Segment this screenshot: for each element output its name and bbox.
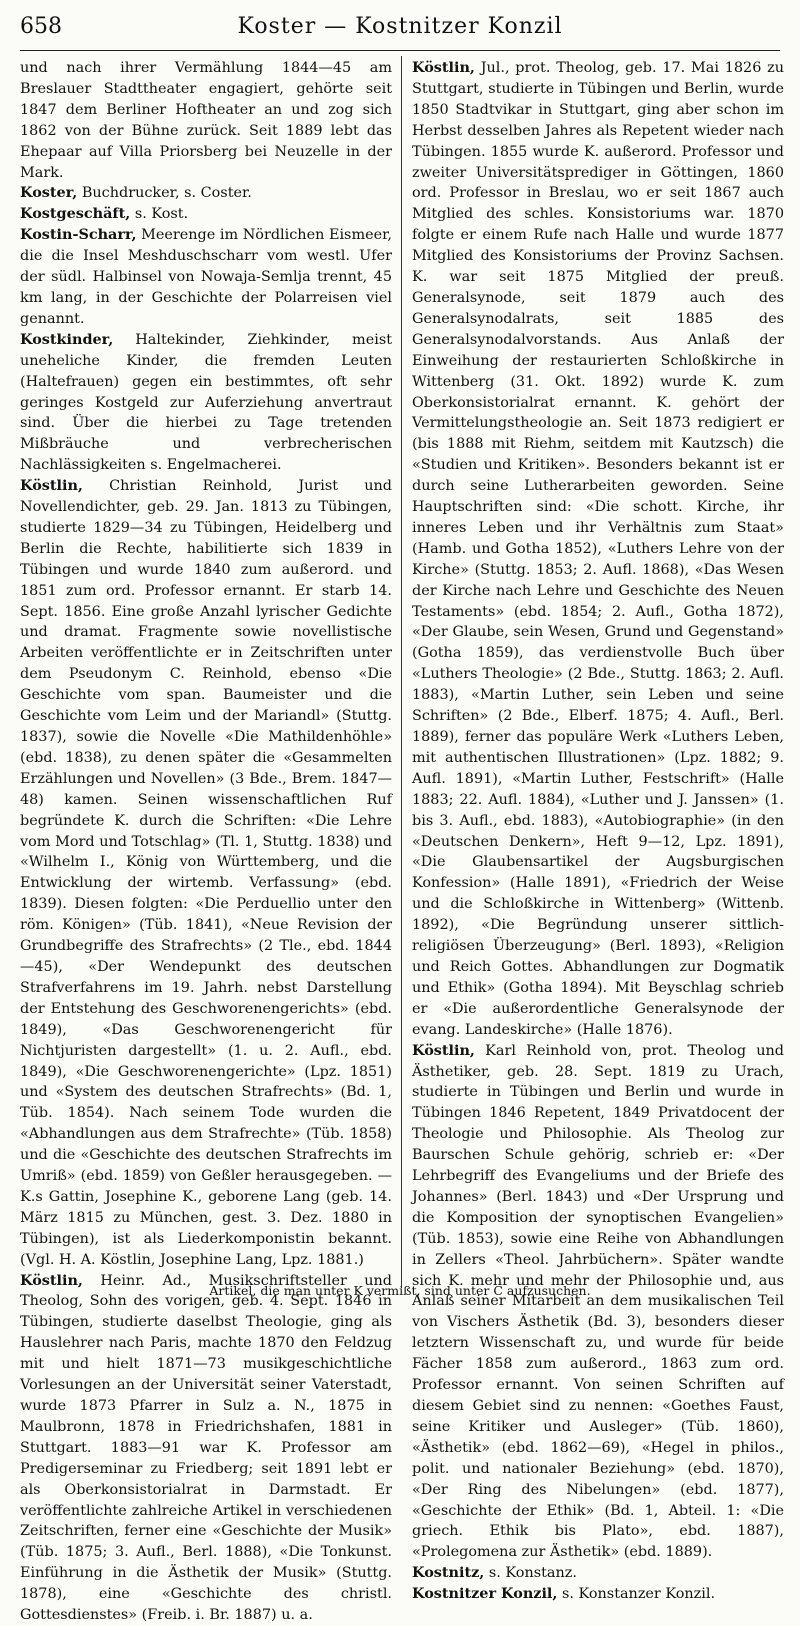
page-header — [20, 12, 780, 46]
page-footer-note: Artikel, die man unter K vermißt, sind unter C aufzusuchen. — [209, 1283, 591, 1298]
running-title: Koster — Kostnitzer Konzil — [237, 14, 563, 39]
entry-headword: Kostin-Scharr, — [20, 226, 137, 244]
entry-text: Haltekinder, Ziehkinder, meist uneheliche Kinder, die fremden Leuten (Haltefrauen) gegen ein bestimmtes, oft sehr geringes Kostgeld zur Auferziehung anvertraut sind. Über die hierbei zu Tage tretenden Mißbräuche und verbrecherischen Nachlässigkeiten s. Engelmacherei. — [20, 331, 392, 474]
left-column — [20, 58, 392, 1626]
entry-kostkinder — [20, 330, 392, 476]
entry-text: und nach ihrer Vermählung 1844—45 am Breslauer Stadttheater engagiert, gehörte seit 1847 dem Berliner Hoftheater an und zog sich 1862 von der Bühne zurück. Seit 1889 lebt das Ehepaar auf Villa Priorsberg bei Neuzelle in der Mark. — [20, 60, 392, 181]
entry-headword: Kostnitzer Konzil, — [412, 1585, 558, 1603]
entry-text: Karl Reinhold von, prot. Theolog und Ästhetiker, geb. 28. Sept. 1819 zu Urach, studierte in Tübingen und Berlin und wurde in Tübingen 1846 Repetent, 1849 Privatdocent der Theologie und Philosophie. Als Theolog zur Baurschen Schule gehörig, schrieb er: «Der Lehrbegriff des Evangeliums und der Briefe des Johannes» (Berl. 1843) und «Der Ursprung und die Komposition der synoptischen Evangelien» (Tüb. 1853), sowie eine Reihe von Abhandlungen in Zellers «Theol. Jahrbüchern». Später wandte sich K. mehr und mehr der Philosophie und, aus Anlaß seiner Mitarbeit an dem musikalischen Teil von Vischers Ästhetik (Bd. 3), besonders dieser letztern Wissenschaft zu, und wurde für beide Fächer 1858 zum außerord., 1863 zum ord. Professor ernannt. Von seinen Schriften auf diesem Gebiet sind zu nennen: «Goethes Faust, seine Kritiker und Ausleger» (Tüb. 1860), «Ästhetik» (ebd. 1862—69), «Hegel in philos., polit. und nationaler Beziehung» (ebd. 1870), «Der Ring des Nibelungen» (ebd. 1877), «Geschichte der Ethik» (Bd. 1, Abteil. 1: «Die griech. Ethik bis Plato», ebd. 1887), «Prolegomena zur Ästhetik» (ebd. 1889). — [412, 1042, 784, 1561]
entry-text: s. Konstanz. — [484, 1565, 577, 1582]
entry-kostnitz — [412, 1563, 784, 1584]
entry-koestlin-christian — [20, 476, 392, 1270]
entry-koster — [20, 183, 392, 204]
entry-continuation — [20, 58, 392, 183]
header-rule — [20, 50, 780, 51]
entry-headword: Köstlin, — [412, 1041, 475, 1059]
entry-text: Meerenge im Nördlichen Eismeer, die die Insel Meshduschscharr vom westl. Ufer der südl. Halbinsel von Nowaja-Semlja trennt, 45 km lang, in der Geschichte der Polarreisen viel genannt. — [20, 227, 392, 327]
entry-kostgeschaeft — [20, 204, 392, 225]
entry-headword: Köstlin, — [412, 59, 475, 76]
entry-headword: Kostkinder, — [20, 330, 114, 348]
entry-headword: Koster, — [20, 184, 78, 202]
entry-koestlin-julius — [412, 58, 784, 1041]
entry-text: s. Kost. — [130, 206, 189, 223]
entry-headword: Kostgeschäft, — [20, 205, 131, 223]
entry-koestlin-karl — [412, 1041, 784, 1564]
right-column — [412, 58, 784, 1605]
entry-koestlin-heinrich — [20, 1271, 392, 1626]
entry-text: s. Konstanzer Konzil. — [557, 1586, 716, 1603]
entry-headword: Köstlin, — [20, 477, 83, 495]
entry-text: Heinr. Ad., Musikschriftsteller und Theolog, Sohn des vorigen, geb. 4. Sept. 1846 in Tübingen, studierte daselbst Theologie, ging als Hauslehrer nach Paris, machte 1870 den Feldzug mit und hielt 1871—73 musikgeschichtliche Vorlesungen an der Universität seiner Vaterstadt, wurde 1873 Pfarrer in Sulz a. N., 1875 in Maulbronn, 1878 in Friedrichshafen, 1881 in Stuttgart. 1883—91 war K. Professor am Predigerseminar zu Friedberg; seit 1891 lebt er als Oberkonsistorialrat in Darmstadt. Er veröffentlichte zahlreiche Artikel in verschiedenen Zeitschriften, ferner eine «Geschichte der Musik» (Tüb. 1875; 3. Aufl., Berl. 1888), «Die Tonkunst. Einführung in die Ästhetik der Musik» (Stuttg. 1878), eine «Geschichte des christl. Gottesdienstes» (Freib. i. Br. 1887) u. a. — [20, 1272, 392, 1624]
entry-text: Jul., prot. Theolog, geb. 17. Mai 1826 zu Stuttgart, studierte in Tübingen und Berlin, wurde 1850 Stadtvikar in Stuttgart, ging aber schon im Herbst desselben Jahres als Repetent wieder nach Tübingen. 1855 wurde K. außerord. Professor und zweiter Universitätsprediger in Göttingen, 1860 ord. Professor in Breslau, wo er seit 1867 auch Mitglied des schles. Konsistoriums war. 1870 folgte er einem Rufe nach Halle und wurde 1877 Mitglied des Konsistoriums der Provinz Sachsen. K. war seit 1875 Mitglied der preuß. Generalsynode, seit 1879 auch des Generalsynodalrats, seit 1885 des Generalsynodalvorstands. Aus Anlaß der Einweihung der restaurierten Schloßkirche in Wittenberg (31. Okt. 1892) wurde K. zum Oberkonsistorialrat ernannt. K. gehört der Vermittelungstheologie an. Seit 1873 redigiert er (bis 1888 mit Riehm, seitdem mit Kautzsch) die «Studien und Kritiken». Besonders bekannt ist er durch seine Lutherarbeiten geworden. Seine Hauptschriften sind: «Die schott. Kirche, ihr inneres Leben und ihr Verhältnis zum Staat» (Hamb. und Gotha 1852), «Luthers Lehre von der Kirche» (Stuttg. 1853; 2. Aufl. 1868), «Das Wesen der Kirche nach Lehre und Geschichte des Neuen Testaments» (ebd. 1854; 2. Aufl., Gotha 1872), «Der Glaube, sein Wesen, Grund und Gegenstand» (Gotha 1859), das verdienstvolle Buch über «Luthers Theologie» (2 Bde., Stuttg. 1863; 2. Aufl. 1883), «Martin Luther, sein Leben und seine Schriften» (2 Bde., Elberf. 1875; 4. Aufl., Berl. 1889), ferner das populäre Werk «Luthers Leben, mit authentischen Illustrationen» (Lpz. 1882; 9. Aufl. 1891), «Martin Luther, Festschrift» (Halle 1883; 22. Aufl. 1884), «Luther und J. Janssen» (1. bis 3. Aufl., ebd. 1883), «Autobiographie» (in den «Deutschen Denkern», Heft 9—12, Lpz. 1891), «Die Glaubensartikel der Augsburgischen Konfession» (Halle 1891), «Friedrich der Weise und die Schloßkirche in Wittenberg» (Wittenb. 1892), «Die Begründung unserer sittlich-religiösen Überzeugung» (Berl. 1893), «Religion und Reich Gottes. Abhandlungen zur Dogmatik und Ethik» (Gotha 1894). Mit Beyschlag schrieb er «Die außerordentliche Generalsynode der evang. Landeskirche» (Halle 1876). — [412, 60, 784, 1038]
entry-headword: Kostnitz, — [412, 1564, 485, 1582]
entry-kostin-scharr — [20, 225, 392, 330]
column-divider — [401, 56, 402, 1288]
entry-kostnitzer-konzil — [412, 1584, 784, 1605]
entry-headword: Köstlin, — [20, 1271, 83, 1289]
page-number: 658 — [20, 14, 62, 39]
entry-text: Buchdrucker, s. Coster. — [77, 185, 252, 202]
entry-text: Christian Reinhold, Jurist und Novellendichter, geb. 29. Jan. 1813 zu Tübingen, studierte 1829—34 zu Tübingen, Heidelberg und Berlin die Rechte, habilitierte sich 1839 in Tübingen und wurde 1840 zum außerord. und 1851 zum ord. Professor ernannt. Er starb 14. Sept. 1856. Eine große Anzahl lyrischer Gedichte und dramat. Fragmente sowie novellistische Arbeiten veröffentlichte er in Zeitschriften unter dem Pseudonym C. Reinhold, ebenso «Die Geschichte vom span. Baumeister und die Geschichte vom Leim und der Mariandl» (Stuttg. 1837), sowie die Novelle «Die Mathildenhöhle» (ebd. 1838), zu denen später die «Gesammelten Erzählungen und Novellen» (3 Bde., Brem. 1847—48) kamen. Seinen wissenschaftlichen Ruf begründete K. durch die Schriften: «Die Lehre vom Mord und Totschlag» (Tl. 1, Stuttg. 1838) und «Wilhelm I., König von Württemberg, und die Entwicklung der wirtemb. Verfassung» (ebd. 1839). Diesen folgten: «Die Perduellio unter den röm. Königen» (Tüb. 1841), «Neue Revision der Grundbegriffe des Strafrechts» (2 Tle., ebd. 1844—45), «Der Wendepunkt des deutschen Strafverfahrens im 19. Jahrh. nebst Darstellung der Entstehung des Geschworenengerichts» (ebd. 1849), «Das Geschworenengericht für Nichtjuristen dargestellt» (1. u. 2. Aufl., ebd. 1849), «Die Geschworenengerichte» (Lpz. 1851) und «System des deutschen Strafrechts» (Bd. 1, Tüb. 1854). Nach seinem Tode wurden die «Abhandlungen aus dem Strafrechte» (Tüb. 1858) und die «Geschichte des deutschen Strafrechts im Umriß» (ebd. 1859) von Geßler herausgegeben. — K.s Gattin, Josephine K., geborene Lang (geb. 14. März 1815 zu München, gest. 3. Dez. 1880 in Tübingen), ist als Liederkomponistin bekannt. (Vgl. H. A. Köstlin, Josephine Lang, Lpz. 1881.) — [20, 478, 392, 1268]
